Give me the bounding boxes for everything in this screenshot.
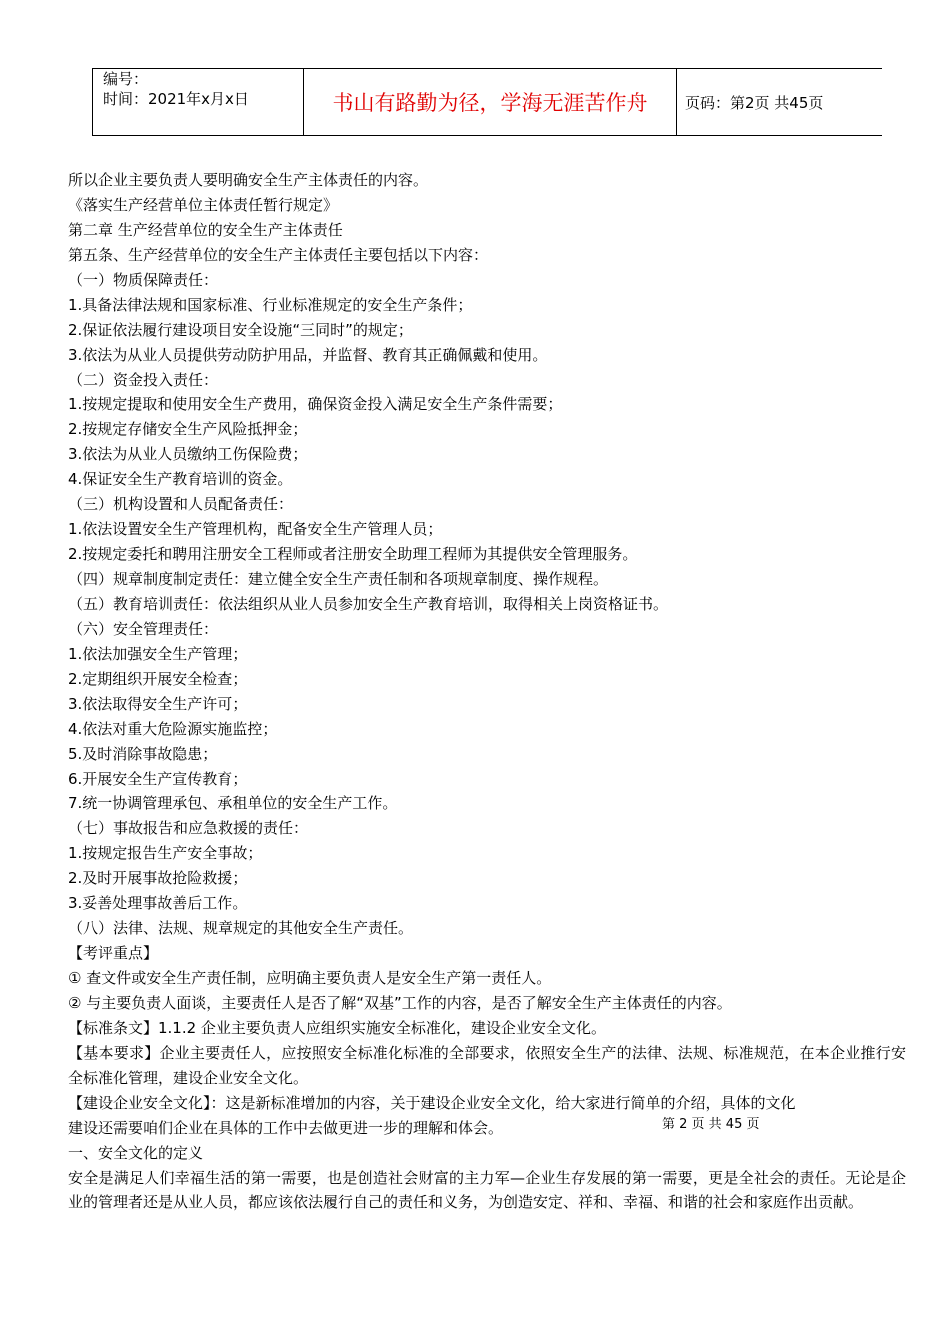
body-line: 2.按规定存储安全生产风险抵押金； (68, 420, 308, 439)
body-line: 4.依法对重大危险源实施监控； (68, 719, 278, 738)
body-line: 3.依法为从业人员缴纳工伤保险费； (68, 445, 308, 464)
body-line: （六）安全管理责任： (68, 619, 219, 638)
body-line: 1.具备法律法规和国家标准、行业标准规定的安全生产条件； (68, 295, 473, 314)
document-body (68, 168, 906, 1215)
body-line: 1.按规定报告生产安全事故； (68, 844, 263, 863)
body-line: 2.定期组织开展安全检查； (68, 669, 248, 688)
body-line: 2.保证依法履行建设项目安全设施“三同时”的规定； (68, 320, 413, 339)
document-header-table (92, 68, 882, 136)
body-line: 1.依法设置安全生产管理机构，配备安全生产管理人员； (68, 520, 443, 539)
header-meta-cell (93, 69, 304, 136)
culture-paragraph-line-1: 【建设企业安全文化】：这是新标准增加的内容，关于建设企业安全文化，给大家进行简单的介绍，具体的文化 (68, 1093, 796, 1112)
body-line: 6.开展安全生产宣传教育； (68, 769, 248, 788)
body-line: 3.依法为从业人员提供劳动防护用品，并监督、教育其正确佩戴和使用。 (68, 345, 548, 364)
body-line: 第二章 生产经营单位的安全生产主体责任 (68, 220, 343, 239)
body-line: ① 查文件或安全生产责任制，应明确主要负责人是安全生产第一责任人。 (68, 969, 552, 987)
body-line: 7.统一协调管理承包、承租单位的安全生产工作。 (68, 794, 398, 813)
body-line: 《落实生产经营单位主体责任暂行规定》 (68, 195, 339, 214)
document-time-label: 时间：2021年x月x日 (103, 90, 249, 108)
body-line: （七）事故报告和应急救援的责任： (68, 819, 309, 838)
body-line: （三）机构设置和人员配备责任： (68, 495, 294, 514)
body-line: 1.按规定提取和使用安全生产费用，确保资金投入满足安全生产条件需要； (68, 395, 563, 414)
body-line: （八）法律、法规、规章规定的其他安全生产责任。 (68, 919, 414, 938)
body-line: ② 与主要负责人面谈，主要责任人是否了解“双基”工作的内容，是否了解安全生产主体责任的内容。 (68, 993, 732, 1012)
body-line: 【考评重点】 (68, 944, 159, 963)
inline-page-footer: 第 2 页 共 45 页 (662, 1117, 760, 1132)
body-line: 2.及时开展事故抢险救援； (68, 869, 248, 888)
culture-paragraph-line-2: 建设还需要咱们企业在具体的工作中去做更进一步的理解和体会。 (68, 1118, 504, 1137)
body-line: 所以企业主要负责人要明确安全生产主体责任的内容。 (68, 171, 429, 189)
definition-paragraph: 安全是满足人们幸福生活的第一需要，也是创造社会财富的主力军—企业生存发展的第一需要，更是全社会的责任。无论是企业的管理者还是从业人员，都应该依法履行自己的责任和义务，为创造安定、祥和、幸福、和谐的社会和家庭作出贡献。 (68, 1168, 906, 1212)
body-line: 4.保证安全生产教育培训的资金。 (68, 470, 293, 489)
section-title: 一、安全文化的定义 (68, 1143, 204, 1162)
body-line: 3.妥善处理事故善后工作。 (68, 894, 248, 913)
body-line: （五）教育培训责任：依法组织从业人员参加安全生产教育培训，取得相关上岗资格证书。 (68, 594, 669, 613)
body-line: 【标准条文】1.1.2 企业主要负责人应组织实施安全标准化，建设企业安全文化。 (68, 1018, 606, 1037)
header-page-number: 页码：第2页 共45页 (677, 69, 883, 136)
header-motto: 书山有路勤为径，学海无涯苦作舟 (304, 69, 677, 136)
body-line: 3.依法取得安全生产许可； (68, 694, 248, 713)
body-line: （一）物质保障责任： (68, 270, 219, 289)
body-line: 2.按规定委托和聘用注册安全工程师或者注册安全助理工程师为其提供安全管理服务。 (68, 545, 638, 564)
body-line: 1.依法加强安全生产管理； (68, 644, 248, 663)
basic-requirement-paragraph: 【基本要求】企业主要责任人，应按照安全标准化标准的全部要求，依照安全生产的法律、法规、标准规范，在本企业推行安全标准化管理，建设企业安全文化。 (68, 1043, 906, 1087)
body-line: （四）规章制度制定责任：建立健全安全生产责任制和各项规章制度、操作规程。 (68, 570, 609, 588)
document-number-label: 编号： (103, 70, 149, 88)
body-lines (68, 168, 906, 1041)
body-line: 5.及时消除事故隐患； (68, 744, 218, 763)
body-line: 第五条、生产经营单位的安全生产主体责任主要包括以下内容： (68, 245, 489, 264)
body-line: （二）资金投入责任： (68, 370, 219, 389)
